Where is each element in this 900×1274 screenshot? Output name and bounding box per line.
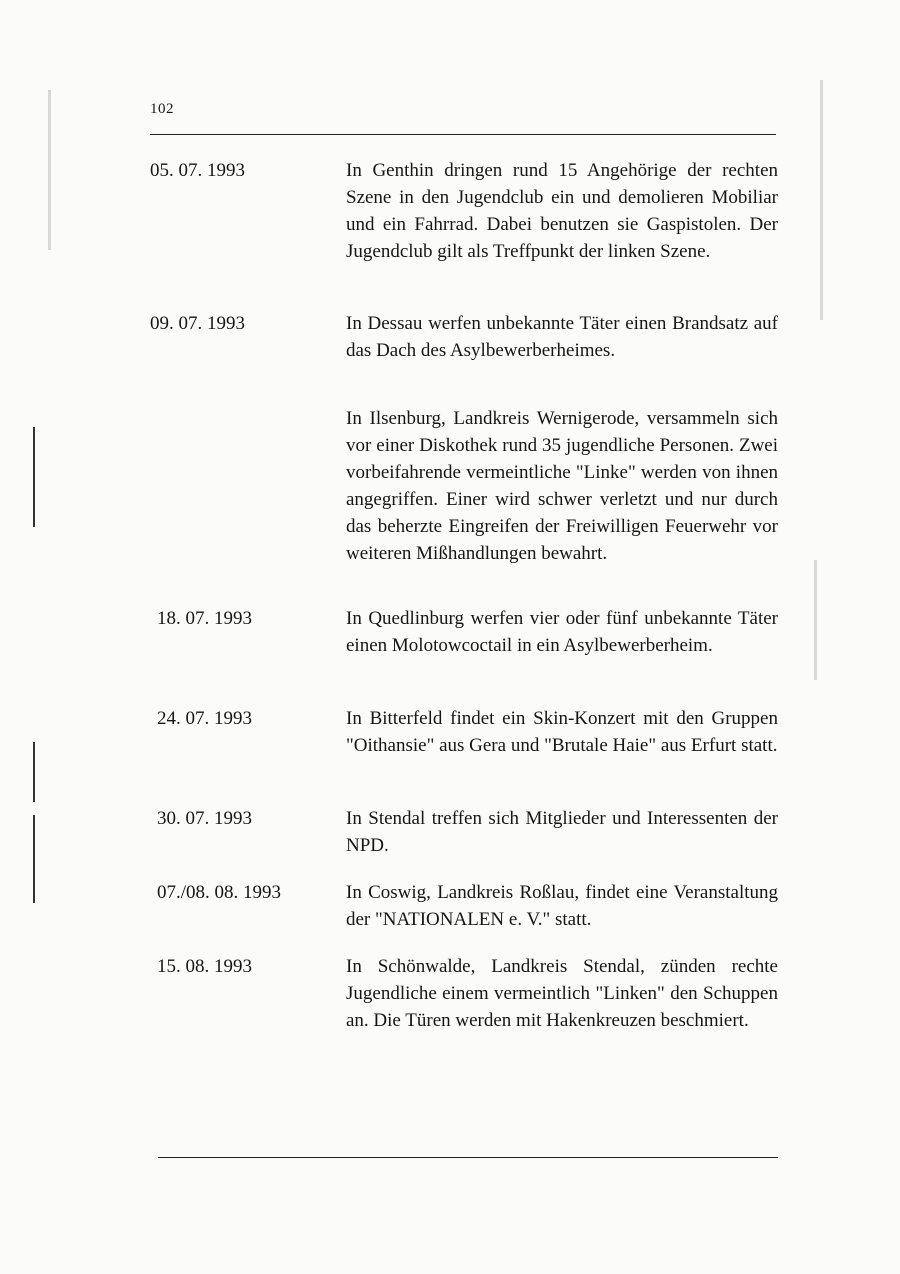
- entry-text: In Coswig, Landkreis Roßlau, findet eine Veranstaltung der "NATIONALEN e. V." statt.: [346, 882, 778, 930]
- scan-edge-noise: [814, 560, 817, 680]
- header-rule: [150, 134, 776, 135]
- entry-date: 09. 07. 1993: [150, 313, 245, 334]
- entry-text: In Genthin dringen rund 15 Angehörige der rechten Szene in den Jugendclub ein und demolieren Mobiliar und ein Fahrrad. Dabei benutzen sie Gaspistolen. Der Jugendclub gilt als Treffpunkt der linken Szene.: [346, 160, 778, 262]
- entry-date: 24. 07. 1993: [157, 708, 252, 729]
- scan-margin-mark: [33, 815, 35, 903]
- footer-rule: [158, 1157, 778, 1158]
- entry-date: 07./08. 08. 1993: [157, 882, 282, 903]
- entry-text: In Schönwalde, Landkreis Stendal, zünden rechte Jugendliche einem vermeintlich "Linken" den Schuppen an. Die Türen werden mit Hakenkreuzen beschmiert.: [346, 956, 778, 1031]
- scan-edge-noise: [48, 90, 51, 250]
- entry-date: 18. 07. 1993: [157, 608, 252, 629]
- entry-date: 05. 07. 1993: [150, 160, 245, 181]
- scan-edge-noise: [820, 80, 823, 320]
- entry-text: In Bitterfeld findet ein Skin-Konzert mit den Gruppen "Oithansie" aus Gera und "Brutale Haie" aus Erfurt statt.: [346, 708, 778, 756]
- entry-text: In Dessau werfen unbekannte Täter einen Brandsatz auf das Dach des Asylbewerberheimes.: [346, 313, 778, 361]
- entry-date: 30. 07. 1993: [157, 808, 252, 829]
- entry-date: 15. 08. 1993: [157, 956, 252, 977]
- entry-text: In Ilsenburg, Landkreis Wernigerode, versammeln sich vor einer Diskothek rund 35 jugendliche Personen. Zwei vorbeifahrende vermeintliche "Linke" werden von ihnen angegriffen. Einer wird schwer verletzt und nur durch das beherzte Eingreifen der Freiwilligen Feuerwehr vor weiteren Mißhandlungen bewahrt.: [346, 408, 778, 564]
- entry-text: In Stendal treffen sich Mitglieder und Interessenten der NPD.: [346, 808, 778, 856]
- scan-margin-mark: [33, 427, 35, 527]
- entry-text: In Quedlinburg werfen vier oder fünf unbekannte Täter einen Molotowcoctail in ein Asylbewerberheim.: [346, 608, 778, 656]
- page-number: 102: [150, 101, 174, 117]
- scan-margin-mark: [33, 742, 35, 802]
